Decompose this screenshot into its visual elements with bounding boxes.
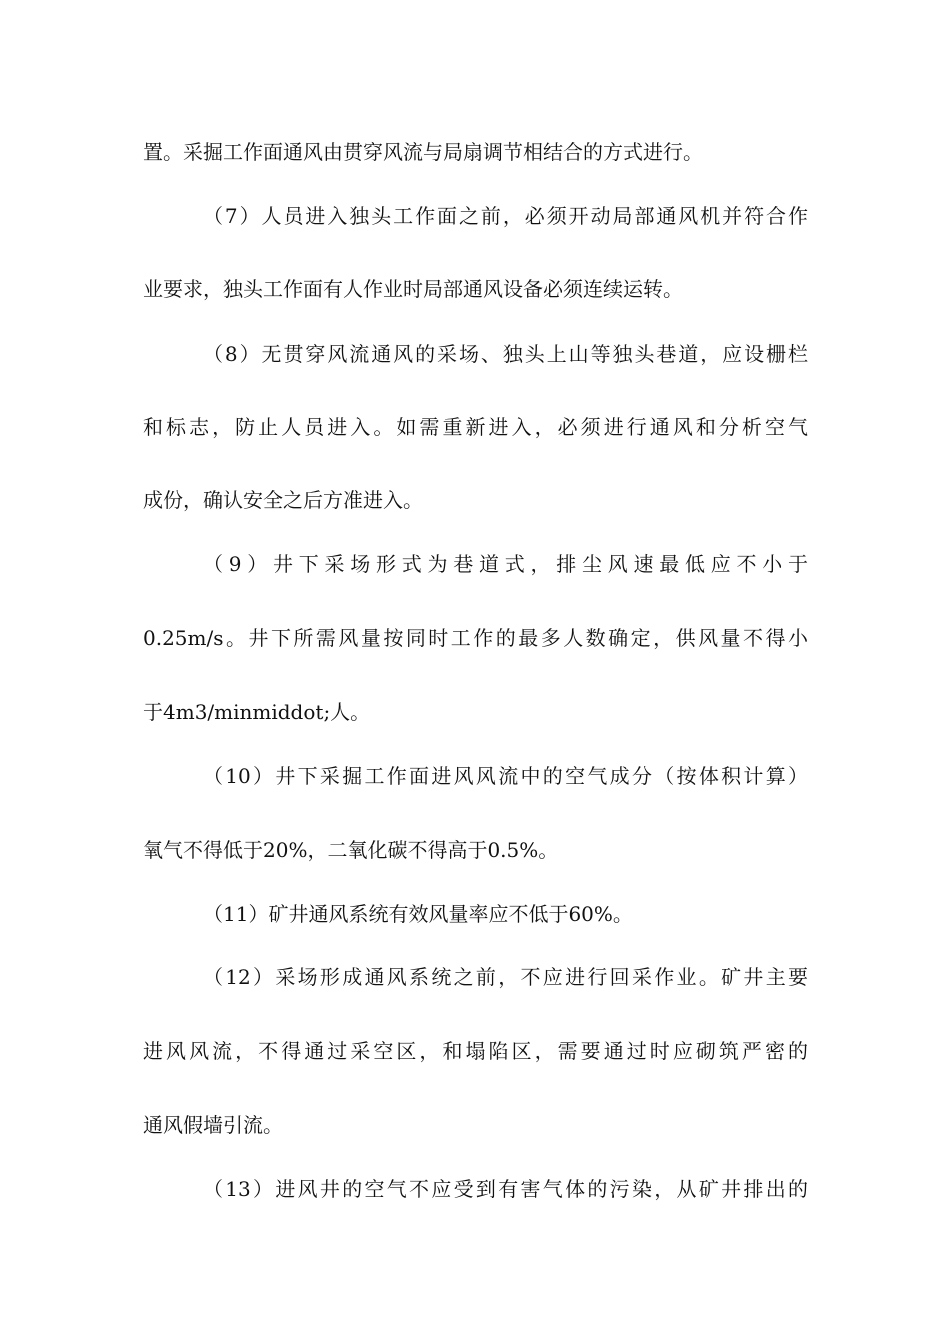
paragraph-8-line-3: 成份，确认安全之后方准进入。 bbox=[143, 488, 423, 512]
paragraph-10-line-2: 氧气不得低于20%，二氧化碳不得高于0.5%。 bbox=[143, 838, 559, 862]
paragraph-8-line-1: （8）无贯穿风流通风的采场、独头上山等独头巷道，应设栅栏 bbox=[203, 342, 808, 366]
paragraph-12-line-2: 进风风流，不得通过采空区，和塌陷区，需要通过时应砌筑严密的 bbox=[143, 1039, 808, 1063]
paragraph-7-line-1: （7）人员进入独头工作面之前，必须开动局部通风机并符合作 bbox=[203, 204, 808, 228]
paragraph-9-line-1: （9）井下采场形式为巷道式，排尘风速最低应不小于 bbox=[203, 552, 808, 576]
paragraph-11-line-1: （11）矿井通风系统有效风量率应不低于60%。 bbox=[203, 902, 633, 926]
paragraph-12-line-3: 通风假墙引流。 bbox=[143, 1113, 283, 1137]
paragraph-12-line-1: （12）采场形成通风系统之前，不应进行回采作业。矿井主要 bbox=[203, 965, 808, 989]
paragraph-9-line-3: 于4m3/minmiddot;人。 bbox=[143, 700, 371, 724]
paragraph-13-line-1: （13）进风井的空气不应受到有害气体的污染，从矿井排出的 bbox=[203, 1177, 808, 1201]
paragraph-10-line-1: （10）井下采掘工作面进风风流中的空气成分（按体积计算） bbox=[203, 764, 808, 788]
paragraph-8-line-2: 和标志，防止人员进入。如需重新进入，必须进行通风和分析空气 bbox=[143, 415, 808, 439]
text-line: 置。采掘工作面通风由贯穿风流与局扇调节相结合的方式进行。 bbox=[143, 140, 703, 164]
paragraph-7-line-2: 业要求，独头工作面有人作业时局部通风设备必须连续运转。 bbox=[143, 277, 683, 301]
paragraph-9-line-2: 0.25m/s。井下所需风量按同时工作的最多人数确定，供风量不得小 bbox=[143, 626, 808, 650]
